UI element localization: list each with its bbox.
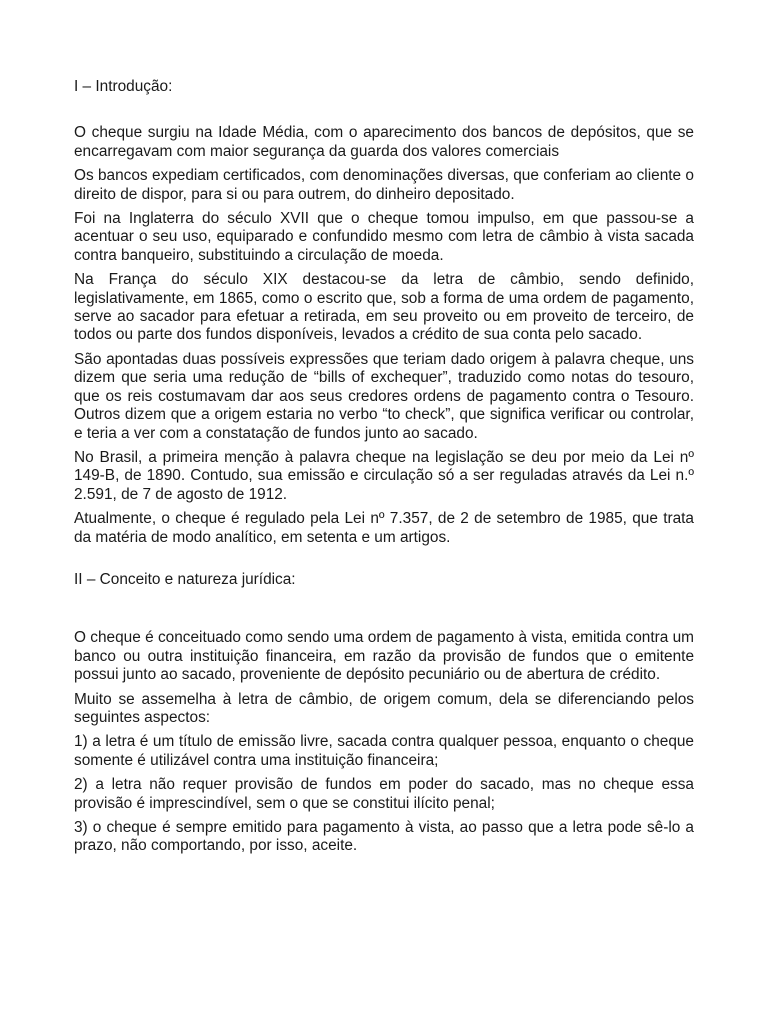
paragraph: São apontadas duas possíveis expressões que teriam dado origem à palavra cheque, uns dizem que seria uma redução de “bills of exchequer”, traduzido como notas do tesouro, que os reis costumavam dar aos seus credores ordens de pagamento contra o Tesouro. Outros dizem que a origem estaria no verbo “to check”, que significa verificar ou controlar, e teria a ver com a constatação de fundos junto ao sacado. — [74, 350, 694, 442]
list-item: 2) a letra não requer provisão de fundos em poder do sacado, mas no cheque essa provisão é imprescindível, sem o que se constitui ilícito penal; — [74, 776, 694, 812]
document-page — [74, 78, 694, 862]
section-heading-introducao: I – Introdução: — [74, 78, 173, 95]
paragraph: O cheque é conceituado como sendo uma ordem de pagamento à vista, emitida contra um banco ou outra instituição financeira, em razão da provisão de fundos que o emitente possui junto ao sacado, proveniente de depósito pecuniário ou de abertura de crédito. — [74, 629, 694, 684]
paragraph: Na França do século XIX destacou-se da letra de câmbio, sendo definido, legislativamente, em 1865, como o escrito que, sob a forma de uma ordem de pagamento, serve ao sacador para efetuar a retirada, em seu proveito ou em proveito de terceiro, de todos ou parte dos fundos disponíveis, levados a crédito de sua conta pelo sacado. — [74, 271, 694, 344]
paragraph: O cheque surgiu na Idade Média, com o aparecimento dos bancos de depósitos, que se encarregavam com maior segurança da guarda dos valores comerciais — [74, 124, 694, 160]
paragraph: Muito se assemelha à letra de câmbio, de origem comum, dela se diferenciando pelos seguintes aspectos: — [74, 690, 694, 726]
list-item: 3) o cheque é sempre emitido para pagamento à vista, ao passo que a letra pode sê-lo a prazo, não comportando, por isso, aceite. — [74, 819, 694, 855]
section-heading-conceito: II – Conceito e natureza jurídica: — [74, 570, 296, 588]
paragraph: Atualmente, o cheque é regulado pela Lei nº 7.357, de 2 de setembro de 1985, que trata da matéria de modo analítico, em setenta e um artigos. — [74, 510, 694, 546]
paragraph: No Brasil, a primeira menção à palavra cheque na legislação se deu por meio da Lei nº 149-B, de 1890. Contudo, sua emissão e circulação só a ser reguladas através da Lei n.º 2.591, de 7 de agosto de 1912. — [74, 448, 694, 503]
paragraph: Foi na Inglaterra do século XVII que o cheque tomou impulso, em que passou-se a acentuar o seu uso, equiparado e confundido mesmo com letra de câmbio à vista sacada contra banqueiro, substituindo a circulação de moeda. — [74, 210, 694, 264]
list-item: 1) a letra é um título de emissão livre, sacada contra qualquer pessoa, enquanto o cheque somente é utilizável contra uma instituição financeira; — [74, 733, 694, 769]
paragraph: Os bancos expediam certificados, com denominações diversas, que conferiam ao cliente o direito de dispor, para si ou para outrem, do dinheiro depositado. — [74, 167, 694, 203]
